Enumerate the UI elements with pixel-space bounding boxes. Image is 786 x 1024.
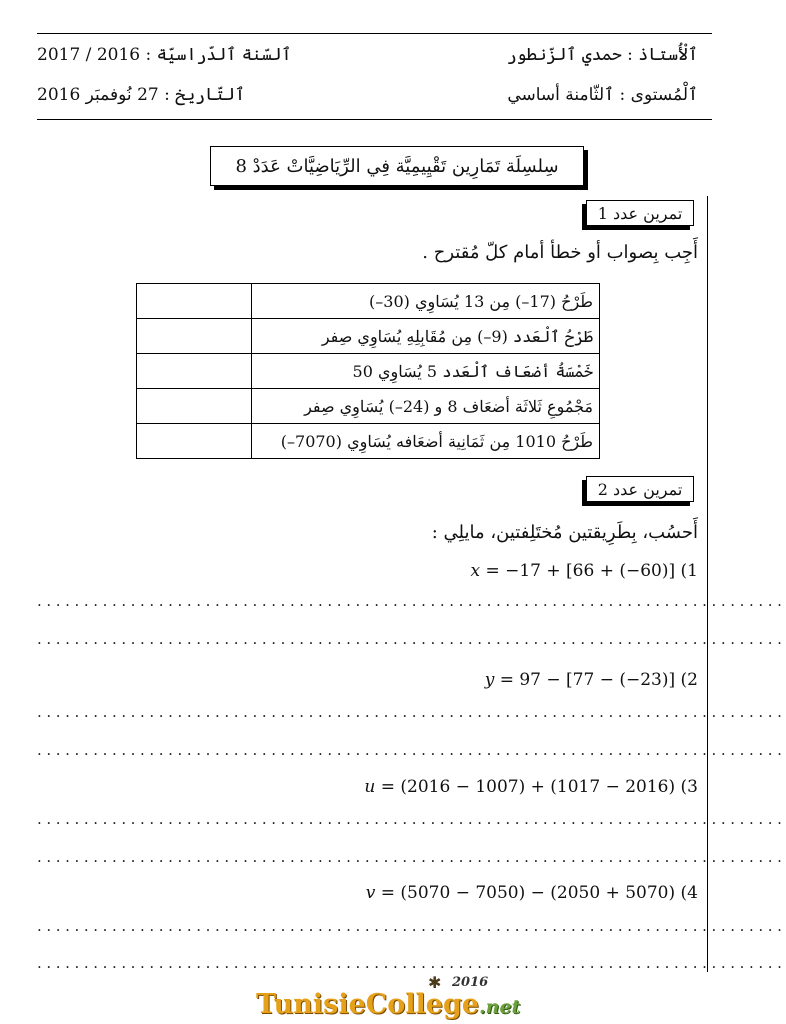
question-1 [470, 561, 698, 581]
table-row [137, 424, 600, 459]
statement-cell: طَرْحُ ٱلْعَدد (9–) مِن مُقَابِلِهِ يُسَاوِي صِفر [252, 319, 600, 354]
question-expression: = (2016 − 1007) + (1017 − 2016) [375, 777, 681, 797]
statement-cell: طَرْحُ (17–) مِن 13 يُسَاوِي (30–) [252, 284, 600, 319]
header-bottom-rule [37, 119, 712, 120]
table-row [137, 354, 600, 389]
question-3 [364, 777, 698, 797]
answer-line[interactable]: ................................................................................ [37, 703, 786, 721]
question-expression: = −17 + [66 + (−60)] [480, 561, 681, 581]
exercise-1-badge-text: تمرين عدد 1 [597, 203, 683, 223]
exercise-1-instruction: أَجِب بِصواب أو خطأ أمام كلّ مُقترح . [422, 242, 698, 263]
exercise-2-badge-text: تمرين عدد 2 [597, 479, 683, 499]
answer-line[interactable]: ................................................................................ [37, 810, 786, 828]
question-variable: y [484, 670, 495, 690]
answer-line[interactable]: ................................................................................ [37, 592, 786, 610]
table-row [137, 284, 600, 319]
answer-line[interactable]: ................................................................................ [37, 917, 786, 935]
worksheet-title-text: سِلسِلَة تَمَارِين تَقْيِيمِيَّة فِي الرِّيَاضِيَّاتْ عَدَدْ 8 [235, 155, 559, 177]
logo-brand-main: TunisieCollege [256, 989, 480, 1020]
statement-cell: مَجْمُوعِ ثَلاثَة أضعَاف 8 و (24–) يُسَاوِي صِفر [252, 389, 600, 424]
logo-brand [256, 989, 520, 1020]
level: ٱلْمُستوى : ٱلثّامنة أساسي [507, 85, 698, 105]
statement-cell: طَرْحُ 1010 مِن ثَمَانِية أضعَافه يُسَاوِي (7070–) [252, 424, 600, 459]
question-4 [366, 883, 698, 903]
question-number: (4 [680, 883, 698, 903]
question-expression: = 97 − [77 − (−23)] [494, 670, 681, 690]
answer-cell[interactable] [137, 389, 252, 424]
question-expression: = (5070 − 7050) − (2050 + 5070) [375, 883, 681, 903]
table-row [137, 319, 600, 354]
worksheet-title [210, 146, 584, 186]
logo-year: 2016 [452, 975, 489, 990]
statement-cell: خَمْسَةُ أضعَاف ٱلْعَدد 5 يُسَاوِي 50 [252, 354, 600, 389]
question-number: (2 [680, 670, 698, 690]
answer-cell[interactable] [137, 319, 252, 354]
true-false-table [136, 283, 600, 459]
exercise-2-badge [586, 476, 694, 502]
header-top-rule [37, 33, 712, 34]
exercise-2-instruction: أَحسُب، بِطَرِيقتين مُختَلِفتين، مايلِي : [431, 522, 698, 543]
question-number: (3 [680, 777, 698, 797]
question-number: (1 [680, 561, 698, 581]
answer-cell[interactable] [137, 284, 252, 319]
question-2 [485, 670, 698, 690]
answer-line[interactable]: ................................................................................ [37, 630, 786, 648]
palm-tree-icon: ✱ [428, 973, 442, 992]
table-row [137, 389, 600, 424]
answer-line[interactable]: ................................................................................ [37, 741, 786, 759]
question-variable: x [470, 561, 481, 581]
question-variable: u [364, 777, 376, 797]
school-year: ٱلسّنة ٱلدّراسيّة : 2016 / 2017 [37, 45, 292, 65]
site-logo [256, 975, 526, 1023]
teacher-name: ٱلْأُستاذ : حمدي ٱلزّنطور [506, 45, 698, 65]
logo-brand-ext: .net [479, 996, 521, 1018]
question-variable: v [365, 883, 376, 903]
answer-cell[interactable] [137, 354, 252, 389]
answer-line[interactable]: ................................................................................ [37, 848, 786, 866]
answer-cell[interactable] [137, 424, 252, 459]
answer-line[interactable]: ................................................................................ [37, 954, 786, 972]
exercise-1-badge [586, 200, 694, 226]
date: ٱلتّاريخ : 27 نُوفمبَر 2016 [37, 85, 245, 105]
